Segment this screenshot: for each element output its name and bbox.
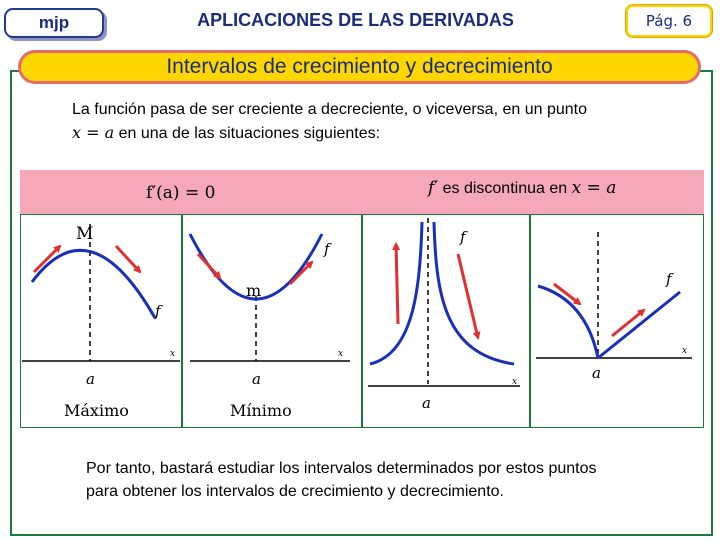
- section-title-text: Intervalos de crecimiento y decrecimiento: [166, 55, 553, 78]
- author-badge: [4, 8, 104, 38]
- conclusion-line-1: Por tanto, bastará estudiar los intervalos determinados por estos puntos: [86, 460, 597, 477]
- label-a-asym: a: [422, 394, 431, 412]
- label-a-corner: a: [592, 364, 601, 382]
- arrow-up-asym: [396, 244, 398, 324]
- label-m: m: [246, 281, 262, 300]
- case-derivative-zero: f′(a) = 0: [146, 183, 216, 203]
- label-x-max: x: [170, 349, 176, 359]
- case-disc-text: es discontinua en: [438, 180, 572, 197]
- case-disc-math: x = a: [571, 178, 617, 198]
- case-disc-prefix: f′: [428, 178, 439, 198]
- intro-math: x = a: [72, 123, 115, 142]
- label-a-max: a: [86, 370, 95, 388]
- label-f-corner: f: [666, 270, 672, 288]
- label-M: M: [76, 224, 94, 244]
- page-number: [625, 4, 713, 38]
- intro-paragraph: [72, 98, 682, 145]
- label-a-min: a: [252, 370, 261, 388]
- author-badge-label: mjp: [38, 13, 70, 32]
- intro-line-1: La función pasa de ser creciente a decreciente, o viceversa, en un punto: [72, 101, 587, 118]
- graphs-figure: [20, 214, 704, 428]
- section-title: [18, 50, 701, 84]
- conclusion-line-2: para obtener los intervalos de crecimiento y decrecimiento.: [86, 483, 504, 500]
- label-f-asym: f: [460, 228, 466, 246]
- label-x-min: x: [338, 349, 344, 359]
- caption-min: Mínimo: [230, 401, 292, 420]
- label-f-max: f: [155, 302, 161, 320]
- label-x-asym: x: [512, 377, 518, 387]
- case-discontinuous: [428, 178, 616, 198]
- caption-max: Máximo: [64, 401, 129, 420]
- intro-rest: en una de las situaciones siguientes:: [114, 125, 381, 142]
- conclusion-paragraph: [86, 457, 676, 503]
- page-number-label: Pág. 6: [645, 12, 693, 30]
- label-x-corner: x: [682, 346, 688, 356]
- label-f-min: f: [324, 240, 330, 258]
- intro-line-2: [72, 121, 682, 145]
- header-title: APLICACIONES DE LAS DERIVADAS: [197, 10, 514, 30]
